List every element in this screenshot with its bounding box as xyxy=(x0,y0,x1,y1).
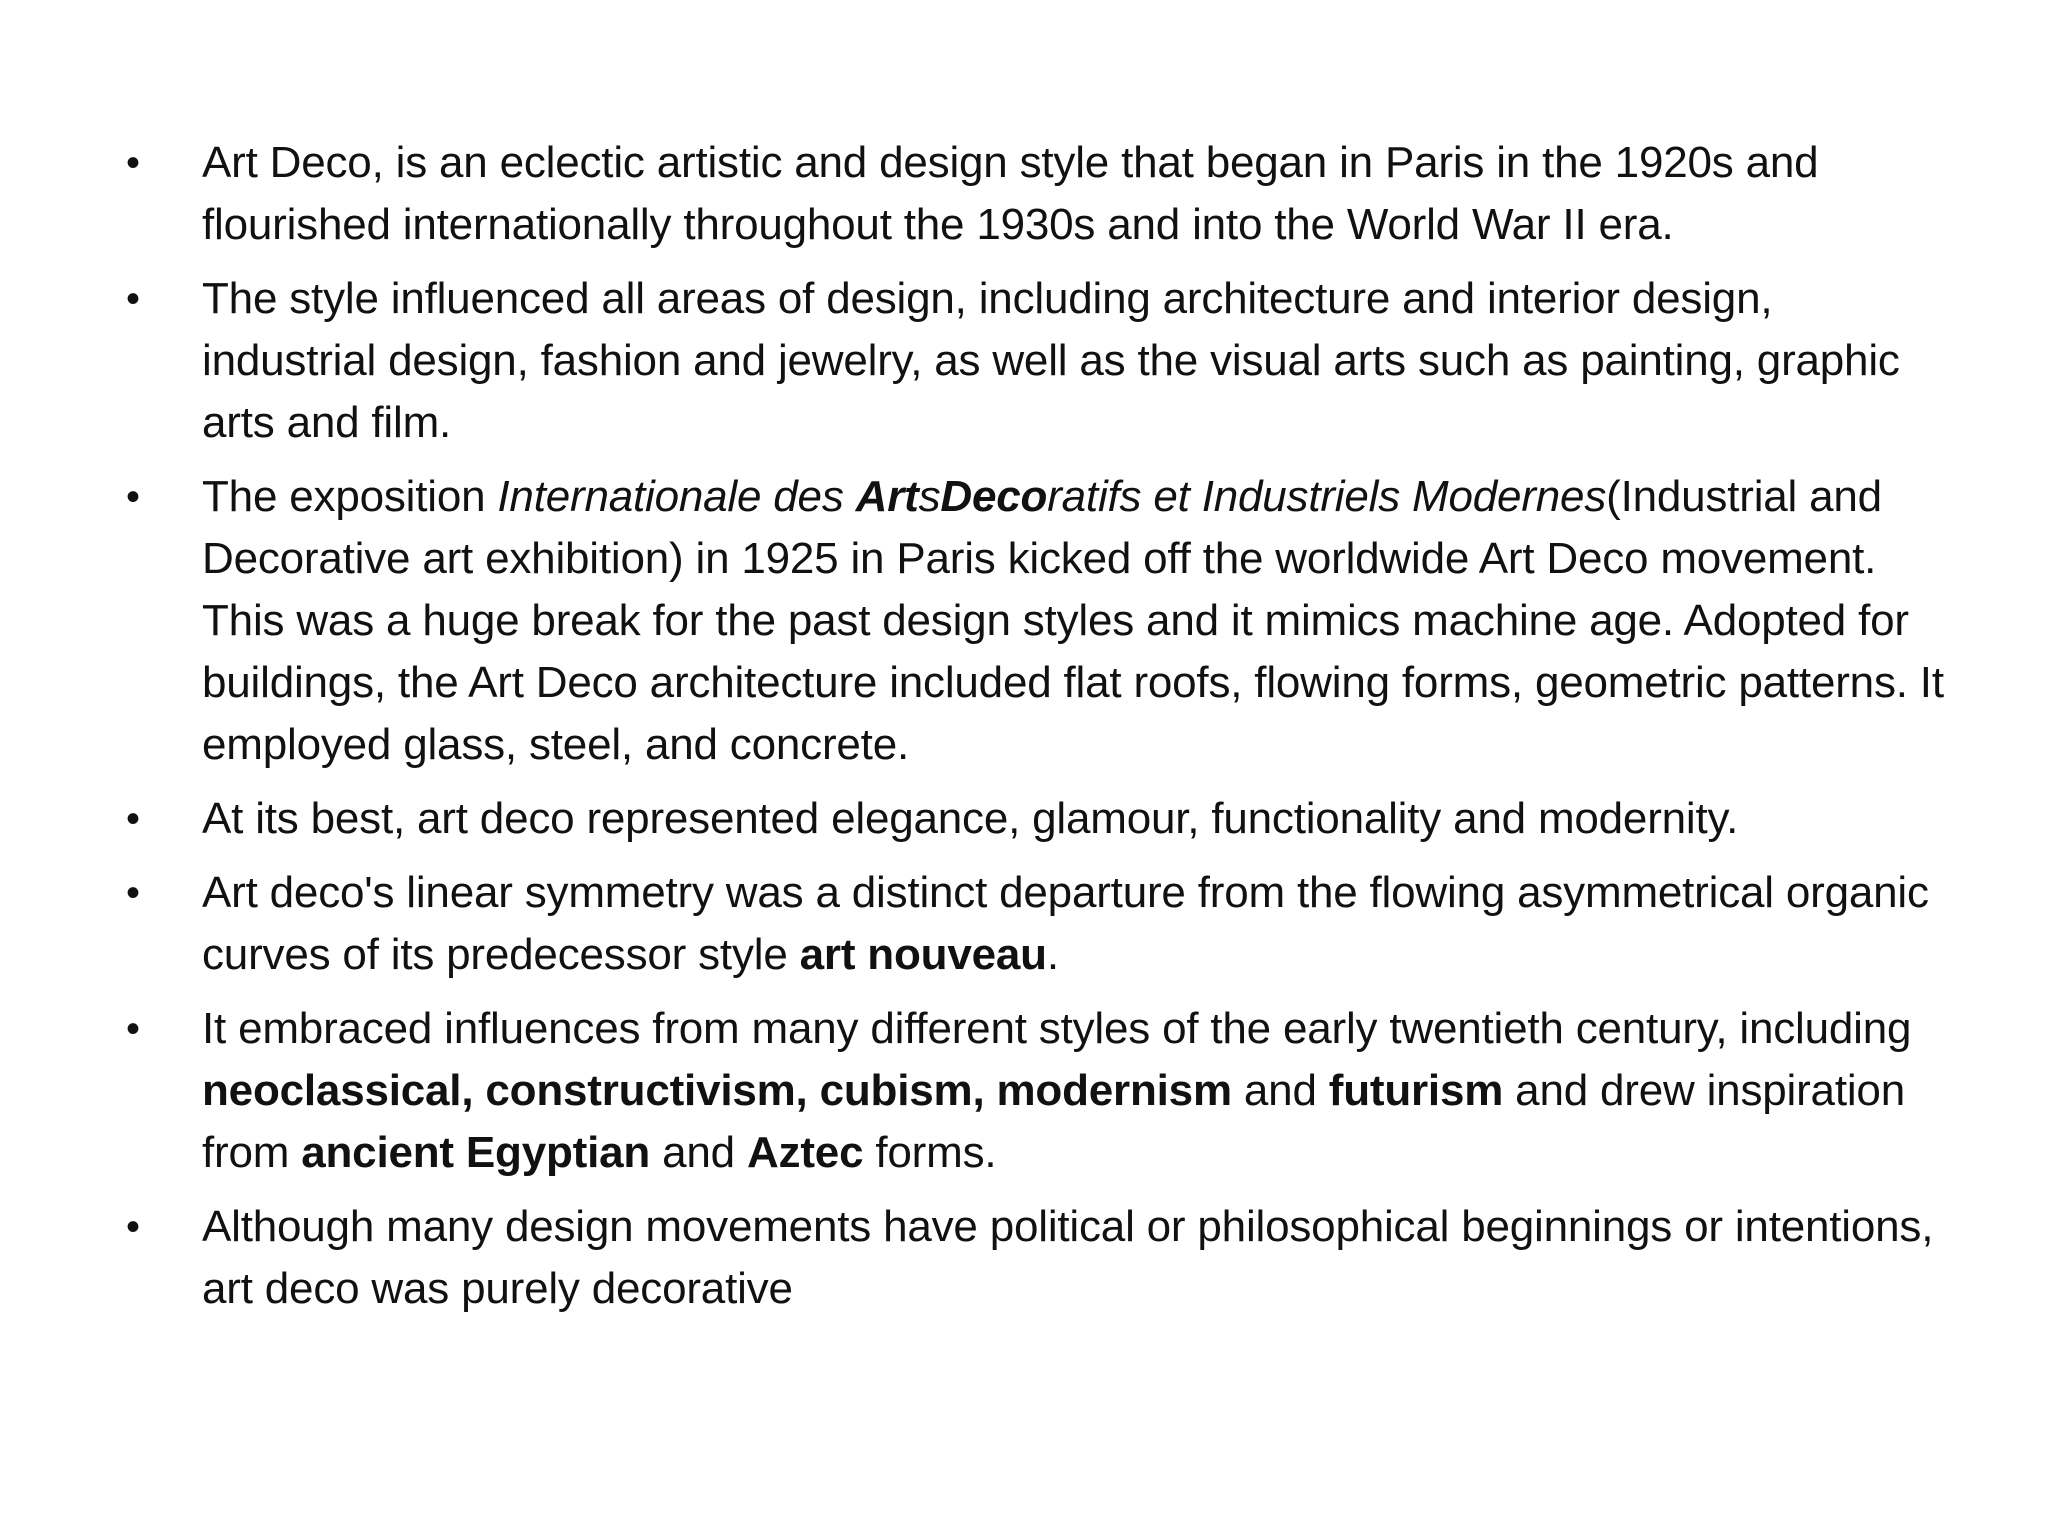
bold-italic-text: Art xyxy=(855,472,919,521)
bold-text: Aztec xyxy=(746,1128,864,1177)
bullet-text xyxy=(202,868,1929,979)
bullet-dot: • xyxy=(126,141,140,185)
bullet-text xyxy=(202,472,1944,769)
bullet-item-3 xyxy=(118,466,1948,776)
bold-italic-text: Deco xyxy=(940,472,1048,521)
bullet-item-5 xyxy=(118,862,1948,986)
text-segment: and xyxy=(1231,1066,1329,1115)
bullet-item-2 xyxy=(118,268,1948,454)
bold-text: ancient Egyptian xyxy=(301,1128,651,1177)
bullet-dot: • xyxy=(126,475,140,519)
text-segment: and xyxy=(650,1128,747,1177)
bullet-dot: • xyxy=(126,1205,140,1249)
bold-text: art nouveau xyxy=(799,930,1047,979)
bullet-dot: • xyxy=(126,1007,140,1051)
text-segment: . xyxy=(1046,930,1059,979)
bullet-list xyxy=(118,132,1948,1332)
bullet-text: Although many design movements have political or philosophical beginnings or intentions, art deco was purely decorative xyxy=(202,1202,1934,1313)
text-segment: It embraced influences from many different styles of the early twentieth century, including xyxy=(202,1004,1912,1053)
italic-text: Internationale des xyxy=(497,472,856,521)
bullet-dot: • xyxy=(126,277,140,321)
bullet-dot: • xyxy=(126,797,140,841)
text-segment: forms. xyxy=(863,1128,997,1177)
italic-text: ratifs et Industriels Modernes xyxy=(1047,472,1607,521)
bullet-text: Art Deco, is an eclectic artistic and design style that began in Paris in the 1920s and flourished internationally throughout the 1930s and into the World War II era. xyxy=(202,138,1819,249)
text-segment: (Industrial and Decorative art exhibition) in 1925 in Paris kicked off the worldwide Art Deco movement. This was a huge break for the past design styles and it mimics machine age. Adopted for buildings, the Art Deco architecture included flat roofs, flowing forms, geometric patterns. It employed glass, steel, and concrete. xyxy=(202,472,1944,769)
text-segment: and drew inspiration from xyxy=(202,1066,1905,1177)
bullet-text: At its best, art deco represented elegance, glamour, functionality and modernity. xyxy=(202,794,1739,843)
bullet-item-7 xyxy=(118,1196,1948,1320)
bullet-item-6 xyxy=(118,998,1948,1184)
bullet-text xyxy=(202,1004,1911,1177)
text-segment: The exposition xyxy=(202,472,498,521)
italic-text: s xyxy=(918,472,941,521)
bold-text: neoclassical, constructivism, cubism, modernism xyxy=(202,1066,1232,1115)
bullet-item-4 xyxy=(118,788,1948,850)
bold-text: futurism xyxy=(1328,1066,1504,1115)
bullet-item-1 xyxy=(118,132,1948,256)
bullet-dot: • xyxy=(126,871,140,915)
text-segment: Art deco's linear symmetry was a distinct departure from the flowing asymmetrical organic curves of its predecessor style xyxy=(202,868,1929,979)
bullet-text: The style influenced all areas of design, including architecture and interior design, industrial design, fashion and jewelry, as well as the visual arts such as painting, graphic arts and film. xyxy=(202,274,1900,447)
